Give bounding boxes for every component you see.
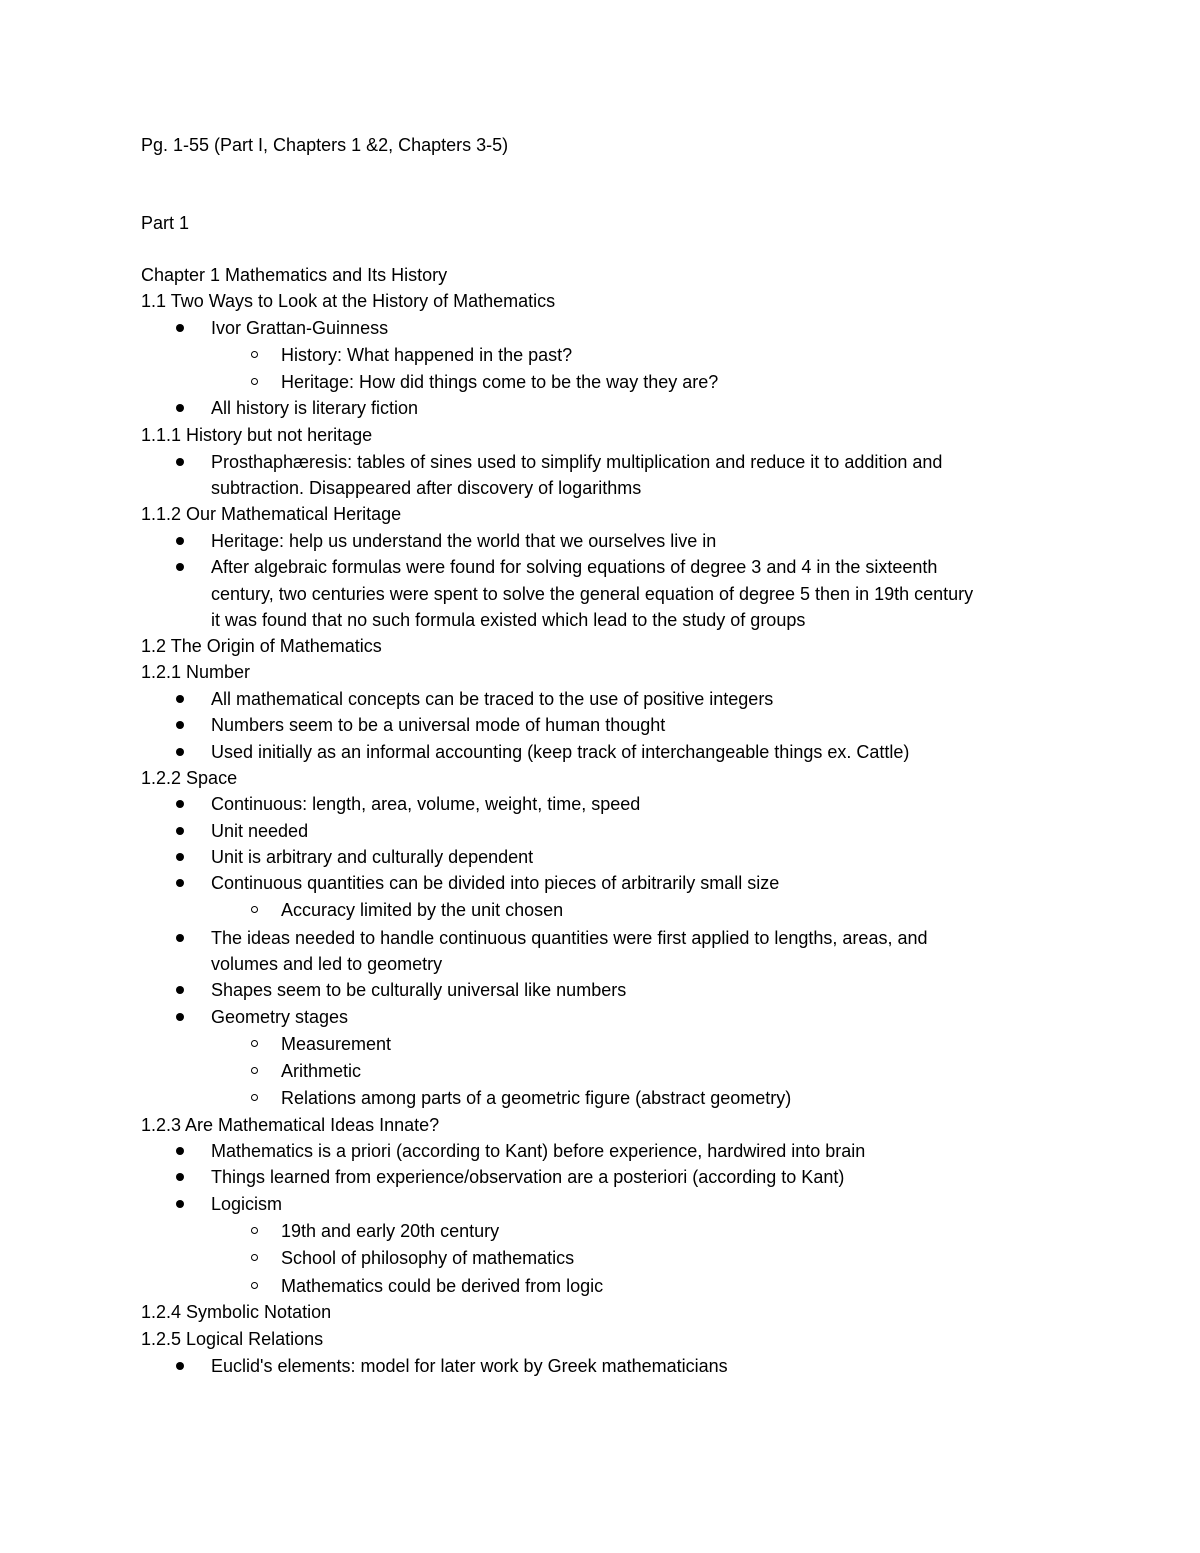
line-text: Geometry stages — [211, 1007, 349, 1027]
bullet-dot-icon — [176, 1173, 184, 1181]
line-text: 1.2.2 Space — [141, 768, 238, 788]
bullet-circle-icon — [251, 1094, 258, 1101]
bullet-circle-icon — [251, 1227, 258, 1234]
bullet-dot-icon — [176, 1147, 184, 1155]
line-text: All history is literary fiction — [211, 398, 419, 418]
line-text: Unit needed — [211, 821, 309, 841]
line-text: Part 1 — [141, 213, 190, 233]
bullet-dot-icon — [176, 563, 184, 571]
line-text: 1.2.5 Logical Relations — [141, 1329, 324, 1349]
bullet-circle-icon — [251, 1282, 258, 1289]
line-text: 1.2.1 Number — [141, 662, 251, 682]
line-text: Continuous quantities can be divided into pieces of arbitrarily small size — [211, 873, 780, 893]
line-text: Chapter 1 Mathematics and Its History — [141, 265, 448, 285]
line-text: Ivor Grattan-Guinness — [211, 318, 389, 338]
line-text: Heritage: help us understand the world that we ourselves live in — [211, 531, 717, 551]
bullet-circle-icon — [251, 1040, 258, 1047]
line-text: Prosthaphæresis: tables of sines used to simplify multiplication and reduce it to addition and — [211, 452, 943, 472]
bullet-dot-icon — [176, 748, 184, 756]
line-text: Numbers seem to be a universal mode of human thought — [211, 715, 666, 735]
line-text: After algebraic formulas were found for solving equations of degree 3 and 4 in the sixteenth — [211, 557, 938, 577]
bullet-dot-icon — [176, 404, 184, 412]
line-text: Euclid's elements: model for later work by Greek mathematicians — [211, 1356, 728, 1376]
line-text: Measurement — [281, 1034, 392, 1054]
line-text: History: What happened in the past? — [281, 345, 573, 365]
line-text: The ideas needed to handle continuous quantities were first applied to lengths, areas, and — [211, 928, 928, 948]
line-text: 1.2 The Origin of Mathematics — [141, 636, 382, 656]
bullet-dot-icon — [176, 879, 184, 887]
bullet-dot-icon — [176, 1362, 184, 1370]
bullet-dot-icon — [176, 853, 184, 861]
bullet-circle-icon — [251, 1067, 258, 1074]
line-text: Relations among parts of a geometric figure (abstract geometry) — [281, 1088, 792, 1108]
line-text: subtraction. Disappeared after discovery of logarithms — [211, 478, 642, 498]
bullet-dot-icon — [176, 1200, 184, 1208]
bullet-dot-icon — [176, 934, 184, 942]
bullet-dot-icon — [176, 1013, 184, 1021]
bullet-dot-icon — [176, 721, 184, 729]
line-text: Shapes seem to be culturally universal like numbers — [211, 980, 627, 1000]
line-text: School of philosophy of mathematics — [281, 1248, 575, 1268]
line-text: Used initially as an informal accounting (keep track of interchangeable things ex. Cattle) — [211, 742, 910, 762]
line-text: 19th and early 20th century — [281, 1221, 500, 1241]
line-text: Continuous: length, area, volume, weight, time, speed — [211, 794, 641, 814]
bullet-dot-icon — [176, 800, 184, 808]
line-text: 1.1.1 History but not heritage — [141, 425, 373, 445]
line-text: All mathematical concepts can be traced to the use of positive integers — [211, 689, 774, 709]
bullet-circle-icon — [251, 378, 258, 385]
line-text: Accuracy limited by the unit chosen — [281, 900, 564, 920]
line-text: 1.1 Two Ways to Look at the History of Mathematics — [141, 291, 556, 311]
bullet-dot-icon — [176, 458, 184, 466]
line-text: 1.2.3 Are Mathematical Ideas Innate? — [141, 1115, 440, 1135]
bullet-dot-icon — [176, 986, 184, 994]
line-text: volumes and led to geometry — [211, 954, 443, 974]
bullet-circle-icon — [251, 1254, 258, 1261]
line-text: Mathematics could be derived from logic — [281, 1276, 604, 1296]
line-text: 1.1.2 Our Mathematical Heritage — [141, 504, 402, 524]
line-text: 1.2.4 Symbolic Notation — [141, 1302, 332, 1322]
line-text: century, two centuries were spent to solve the general equation of degree 5 then in 19th century — [211, 584, 974, 604]
line-text: Pg. 1-55 (Part I, Chapters 1 &2, Chapters 3-5) — [141, 135, 509, 155]
line-text: it was found that no such formula existed which lead to the study of groups — [211, 610, 806, 630]
bullet-dot-icon — [176, 537, 184, 545]
bullet-circle-icon — [251, 906, 258, 913]
bullet-dot-icon — [176, 695, 184, 703]
line-text: Heritage: How did things come to be the way they are? — [281, 372, 719, 392]
line-text: Unit is arbitrary and culturally dependent — [211, 847, 534, 867]
line-text: Logicism — [211, 1194, 283, 1214]
bullet-dot-icon — [176, 324, 184, 332]
bullet-circle-icon — [251, 351, 258, 358]
line-text: Mathematics is a priori (according to Kant) before experience, hardwired into brain — [211, 1141, 866, 1161]
line-text: Arithmetic — [281, 1061, 362, 1081]
line-text: Things learned from experience/observation are a posteriori (according to Kant) — [211, 1167, 845, 1187]
bullet-dot-icon — [176, 827, 184, 835]
